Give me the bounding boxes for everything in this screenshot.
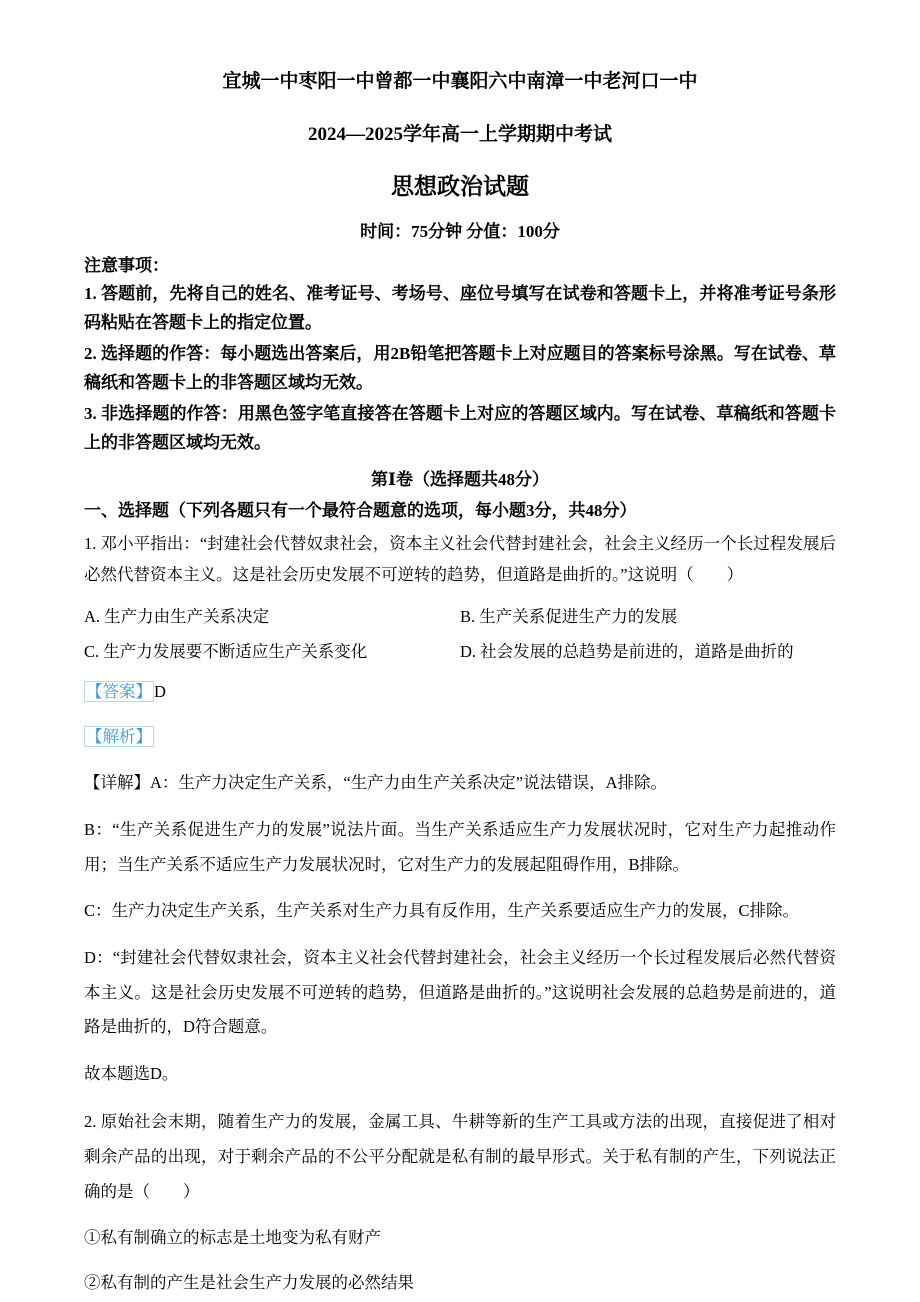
detail-paragraph-b: B：“生产关系促进生产力的发展”说法片面。当生产关系适应生产力发展状况时，它对生产力起推动作用；当生产关系不适应生产力发展状况时，它对生产力的发展起阻碍作用，B排除。: [84, 820, 836, 874]
analysis-label: 【解析】: [86, 727, 152, 747]
detail-conclusion: 故本题选D。: [84, 1063, 179, 1083]
question-2-item-2: ②私有制的产生是社会生产力发展的必然结果: [84, 1273, 414, 1293]
question-1-option-b: B. 生产关系促进生产力的发展: [460, 607, 678, 627]
exam-title: 2024—2025学年高一上学期期中考试: [307, 124, 612, 145]
question-1-stem: 1. 邓小平指出：“封建社会代替奴隶社会，资本主义社会代替封建社会，社会主义经历一个长过程发展后必然代替资本主义。这是社会历史发展不可逆转的趋势，但道路是曲折的。”这说明（ ）: [84, 534, 836, 584]
time-score-line: 时间：75分钟 分值：100分: [360, 222, 560, 241]
option-row-cd: [84, 635, 836, 670]
question-2-stem: 2. 原始社会末期，随着生产力的发展，金属工具、牛耕等新的生产工具或方法的出现，直接促进了相对剩余产品的出现，对于剩余产品的不公平分配就是私有制的最早形式。关于私有制的产生，下列说法正确的是（ ）: [84, 1111, 836, 1202]
notice-item-1: 1. 答题前，先将自己的姓名、准考证号、考场号、座位号填写在试卷和答题卡上，并将准考证号条形码粘贴在答题卡上的指定位置。: [84, 284, 836, 332]
section-heading: 一、选择题（下列各题只有一个最符合题意的选项，每小题3分，共48分）: [84, 501, 637, 521]
notice-item-3: 3. 非选择题的作答：用黑色签字笔直接答在答题卡上对应的答题区域内。写在试卷、草稿纸和答题卡上的非答题区域均无效。: [84, 403, 836, 452]
question-1-option-d: D. 社会发展的总趋势是前进的，道路是曲折的: [460, 642, 794, 662]
detail-paragraph-c: C：生产力决定生产关系，生产关系对生产力具有反作用，生产关系要适应生产力的发展，C排除。: [84, 901, 800, 921]
notice-item-2: 2. 选择题的作答：每小题选出答案后，用2B铅笔把答题卡上对应题目的答案标号涂黑。写在试卷、草稿纸和答题卡上的非答题区域均无效。: [84, 343, 836, 392]
part1-heading: 第Ⅰ卷（选择题共48分）: [371, 470, 549, 490]
question-1-option-a: A. 生产力由生产关系决定: [84, 607, 270, 627]
question-2-item-1: ①私有制确立的标志是土地变为私有财产: [84, 1227, 381, 1247]
answer-line: [84, 676, 836, 707]
question-1-option-c: C. 生产力发展要不断适应生产关系变化: [84, 642, 368, 662]
notice-heading: 注意事项：: [84, 256, 169, 275]
option-row-ab: [84, 600, 836, 635]
school-title: 宜城一中枣阳一中曾都一中襄阳六中南漳一中老河口一中: [222, 71, 698, 92]
analysis-line: [84, 721, 836, 752]
detail-paragraph-d: D：“封建社会代替奴隶社会，资本主义社会代替封建社会，社会主义经历一个长过程发展后必然代替资本主义。这是社会历史发展不可逆转的趋势，但道路是曲折的。”这说明社会发展的总趋势是前进的，道路是曲折的，D符合题意。: [84, 947, 836, 1037]
detail-paragraph-a: 【详解】A：生产力决定生产关系，“生产力由生产关系决定”说法错误，A排除。: [84, 773, 667, 793]
answer-label: 【答案】: [86, 681, 152, 701]
question-1-options: [84, 600, 836, 669]
answer-value: D: [154, 681, 166, 701]
subject-title: 思想政治试题: [391, 174, 529, 199]
